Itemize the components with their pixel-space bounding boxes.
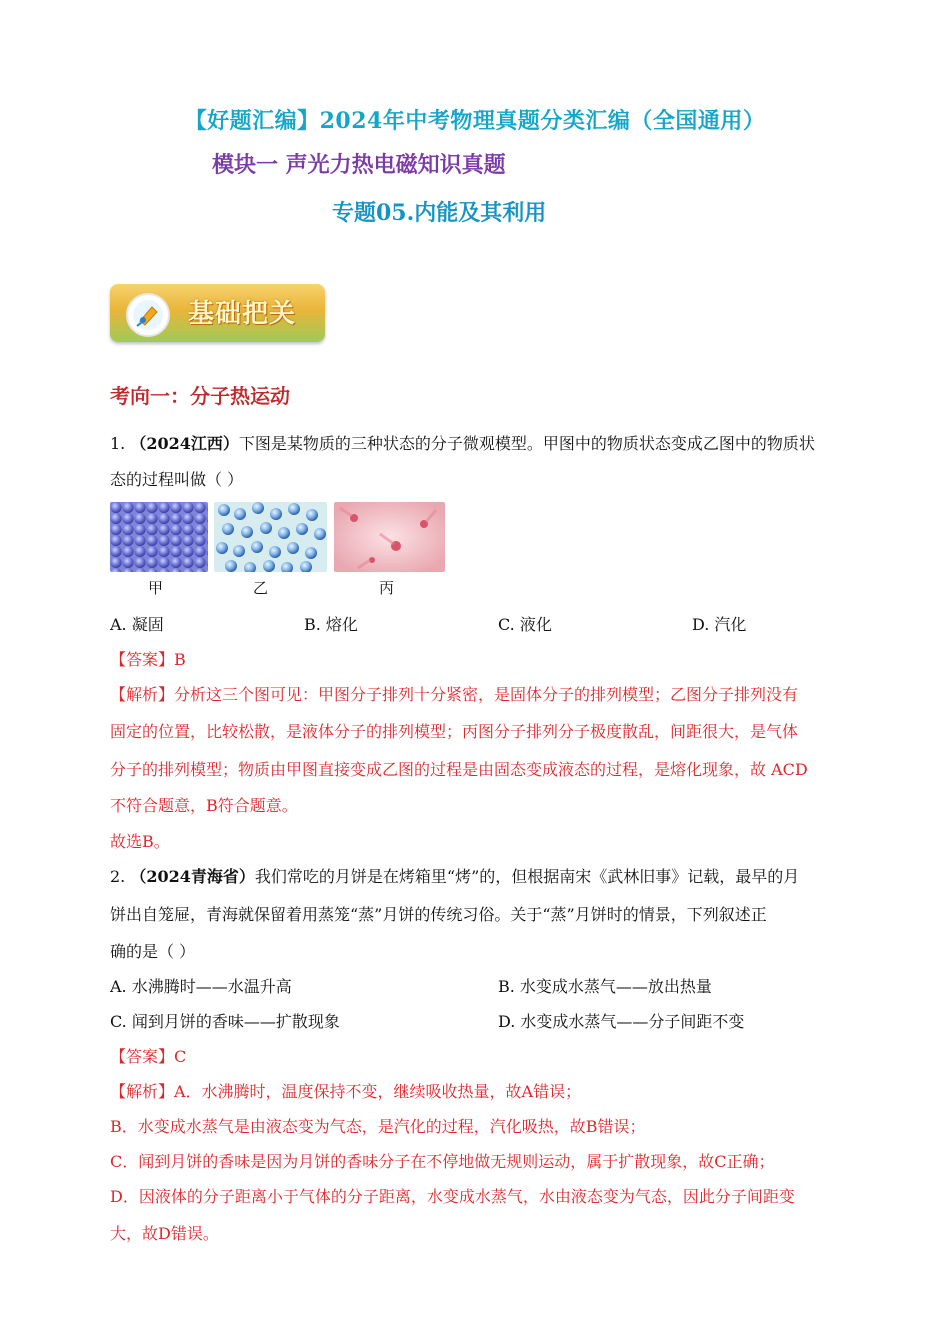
q1-analysis-line1: 【解析】分析这三个图可见：甲图分子排列十分紧密，是固体分子的排列模型；乙图分子排列没有 [110, 685, 799, 704]
q2-number: 2. [110, 867, 126, 886]
q1-option-a: A. 凝固 [110, 615, 164, 634]
q2-analysis-line2: B．水变成水蒸气是由液态变为气态，是汽化的过程，汽化吸热，故B错误； [110, 1117, 646, 1136]
q2-option-d: D. 水变成水蒸气——分子间距不变 [498, 1012, 745, 1031]
q1-number: 1. [110, 434, 126, 453]
topic-title: 专题05.内能及其利用 [332, 200, 547, 226]
q2-option-c: C. 闻到月饼的香味——扩散现象 [110, 1012, 340, 1031]
gas-model-image [334, 502, 445, 572]
q2-analysis-line4: D．因液体的分子距离小于气体的分子距离，水变成水蒸气，水由液态变为气态，因此分子间距变 [110, 1187, 795, 1206]
q2-option-a: A. 水沸腾时——水温升高 [110, 977, 292, 996]
q1-option-b: B. 熔化 [304, 615, 358, 634]
q1-option-c: C. 液化 [498, 615, 552, 634]
q1-analysis-line3: 分子的排列模型；物质由甲图直接变成乙图的过程是由固态变成液态的过程，是熔化现象，故 ACD [110, 760, 808, 779]
caption-yi: 乙 [253, 579, 269, 597]
caption-bing: 丙 [379, 579, 395, 597]
q2-analysis-line1: 【解析】A．水沸腾时，温度保持不变，继续吸收热量，故A错误； [110, 1082, 582, 1101]
section-heading: 考向一：分子热运动 [110, 384, 290, 408]
q2-analysis-line5: 大，故D错误。 [110, 1224, 219, 1243]
q2-stem-line2: 饼出自笼屉，青海就保留着用蒸笼“蒸”月饼的传统习俗。关于“蒸”月饼时的情景，下列叙述正 [110, 905, 767, 924]
q1-conclusion: 故选B。 [110, 832, 170, 851]
q1-analysis-line2: 固定的位置，比较松散，是液体分子的排列模型；丙图分子排列分子极度散乱，间距很大，是气体 [110, 722, 799, 741]
caption-jia: 甲 [148, 579, 164, 597]
liquid-model-image [214, 502, 327, 572]
q2-source: （2024青海省） [130, 867, 255, 886]
q1-stem-line2: 态的过程叫做（ ） [110, 470, 244, 489]
solid-model-image [110, 502, 208, 572]
document-title: 【好题汇编】2024年中考物理真题分类汇编（全国通用） [184, 108, 766, 134]
level-badge [110, 284, 325, 342]
q2-stem-text: 我们常吃的月饼是在烤箱里“烤”的，但根据南宋《武林旧事》记载，最早的月 [254, 867, 800, 886]
q2-analysis-line3: C．闻到月饼的香味是因为月饼的香味分子在不停地做无规则运动，属于扩散现象，故C正确； [110, 1152, 775, 1171]
q2-option-b: B. 水变成水蒸气——放出热量 [498, 977, 712, 996]
q2-answer: 【答案】C [110, 1047, 187, 1066]
q1-answer: 【答案】B [110, 650, 186, 669]
q1-stem-line1 [110, 432, 815, 456]
q2-stem-line3: 确的是（ ） [110, 942, 196, 961]
pen-nib-icon [126, 293, 170, 337]
q1-stem-text: 下图是某物质的三种状态的分子微观模型。甲图中的物质状态变成乙图中的物质状 [238, 434, 815, 453]
q2-stem-line1 [110, 865, 799, 889]
q1-analysis-line4: 不符合题意，B符合题意。 [110, 796, 298, 815]
module-title: 模块一 声光力热电磁知识真题 [212, 152, 506, 178]
q1-option-d: D. 汽化 [692, 615, 747, 634]
badge-label: 基础把关 [188, 299, 297, 329]
q1-source: （2024江西） [130, 434, 239, 453]
